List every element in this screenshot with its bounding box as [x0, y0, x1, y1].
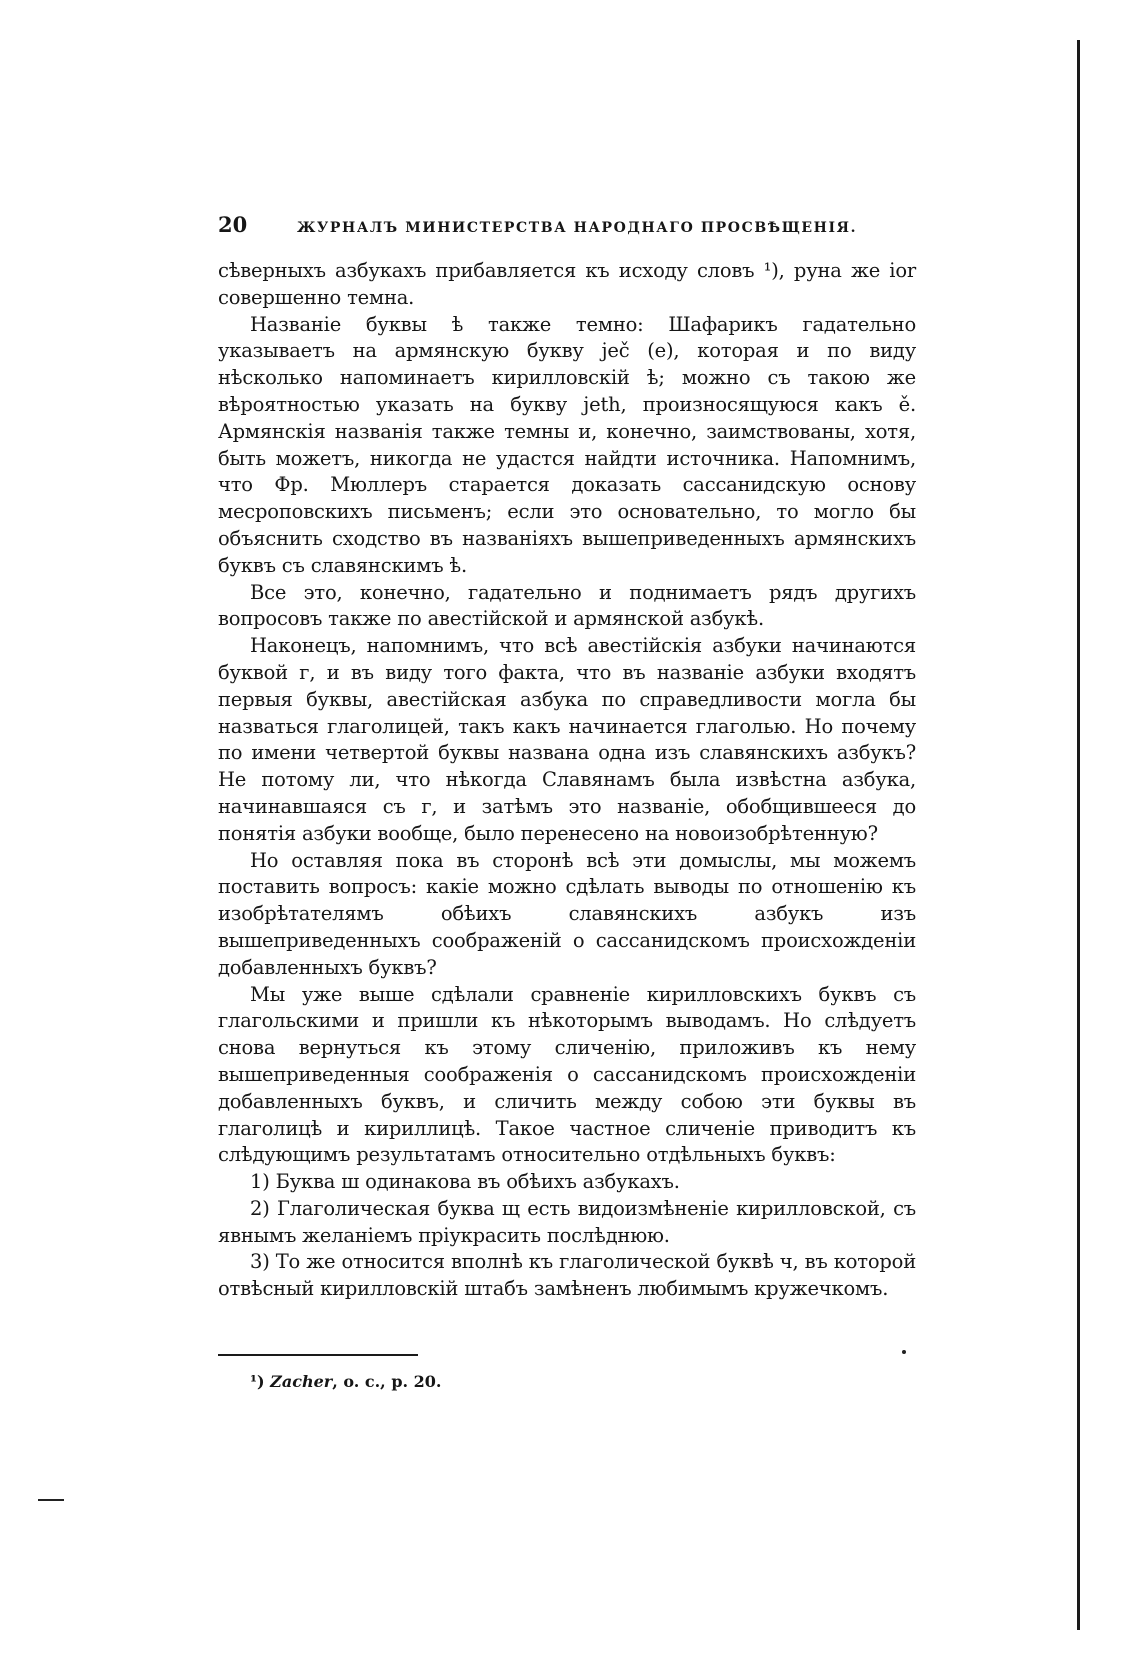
footnote-reference: , o. c., p. 20.	[332, 1372, 442, 1391]
paragraph: Названіе буквы ѣ также темно: Шафарикъ гадательно указываетъ на армянскую букву jеč (е), которая и по виду нѣсколько напоминаетъ кирилловскій ѣ; можно съ такою же вѣроятностью указать на букву jeth, произносящуюся какъ ě. Армянскія названія также темны и, конечно, заимствованы, хотя, быть можетъ, никогда не удастся найдти источника. Напомнимъ, что Фр. Мюллеръ старается доказать сассанидскую основу месроповскихъ письменъ; если это основательно, то могло бы объяснить сходство въ названіяхъ вышеприведенныхъ армянскихъ буквъ съ славянскимъ ѣ.	[218, 312, 916, 577]
footnote-mark: ¹)	[250, 1372, 265, 1391]
paragraph: Все это, конечно, гадательно и поднимаетъ рядъ другихъ вопросовъ также по авестійской и армянской азбукѣ.	[218, 580, 916, 631]
paragraph-continuation: сѣверныхъ азбукахъ прибавляется къ исходу словъ ¹), руна же ior совершенно темна.	[218, 259, 916, 309]
journal-title: ЖУРНАЛЪ МИНИСТЕРСТВА НАРОДНАГО ПРОСВѢЩЕНІЯ.	[296, 220, 858, 236]
paragraph: Но оставляя пока въ сторонѣ всѣ эти домыслы, мы можемъ поставить вопросъ: какіе можно сдѣлать выводы по отношенію къ изобрѣтателямъ обѣихъ славянскихъ азбукъ изъ вышеприведенныхъ соображеній о сассанидскомъ происхожденіи добавленныхъ буквъ?	[218, 848, 916, 979]
paragraph: Наконецъ, напомнимъ, что всѣ авестійскія азбуки начинаются буквой г, и въ виду того факта, что въ названіе азбуки входятъ первыя буквы, авестійская азбука по справедливости могла бы назваться глаголицей, такъ какъ начинается глаголью. Но почему по имени четвертой буквы названа одна изъ славянскихъ азбукъ? Не потому ли, что нѣкогда Славянамъ была извѣстна азбука, начинавшаяся съ г, и затѣмъ это названіе, обобщившееся до понятія азбуки вообще, было перенесено на новоизобрѣтенную?	[218, 634, 916, 845]
list-item: 1) Буква ш одинакова въ обѣихъ азбукахъ.	[250, 1170, 680, 1194]
running-head	[218, 212, 916, 248]
scan-edge-line	[1077, 40, 1080, 1630]
page-number: 20	[218, 212, 248, 237]
ink-speck	[902, 1350, 906, 1354]
body-text	[218, 258, 916, 1303]
footnote-author: Zacher	[270, 1372, 333, 1391]
margin-mark	[38, 1499, 64, 1501]
list-item: 2) Глаголическая буква щ есть видоизмѣненіе кирилловской, съ явнымъ желаніемъ пріукрасить послѣднюю.	[218, 1196, 916, 1247]
footnote-divider	[218, 1354, 418, 1356]
page-content	[218, 212, 916, 1303]
list-item: 3) То же относится вполнѣ къ глаголической буквѣ ч, въ которой отвѣсный кирилловскій штабъ замѣненъ любимымъ кружечкомъ.	[218, 1250, 916, 1301]
paragraph: Мы уже выше сдѣлали сравненіе кирилловскихъ буквъ съ глагольскими и пришли къ нѣкоторымъ выводамъ. Но слѣдуетъ снова вернуться къ этому сличенію, приложивъ къ нему вышеприведенныя соображенія о сассанидскомъ происхожденіи добавленныхъ буквъ, и сличить между собою эти буквы въ глаголицѣ и кириллицѣ. Такое частное сличеніе приводитъ къ слѣдующимъ результатамъ относительно отдѣльныхъ буквъ:	[218, 982, 916, 1167]
footnote	[250, 1372, 441, 1391]
